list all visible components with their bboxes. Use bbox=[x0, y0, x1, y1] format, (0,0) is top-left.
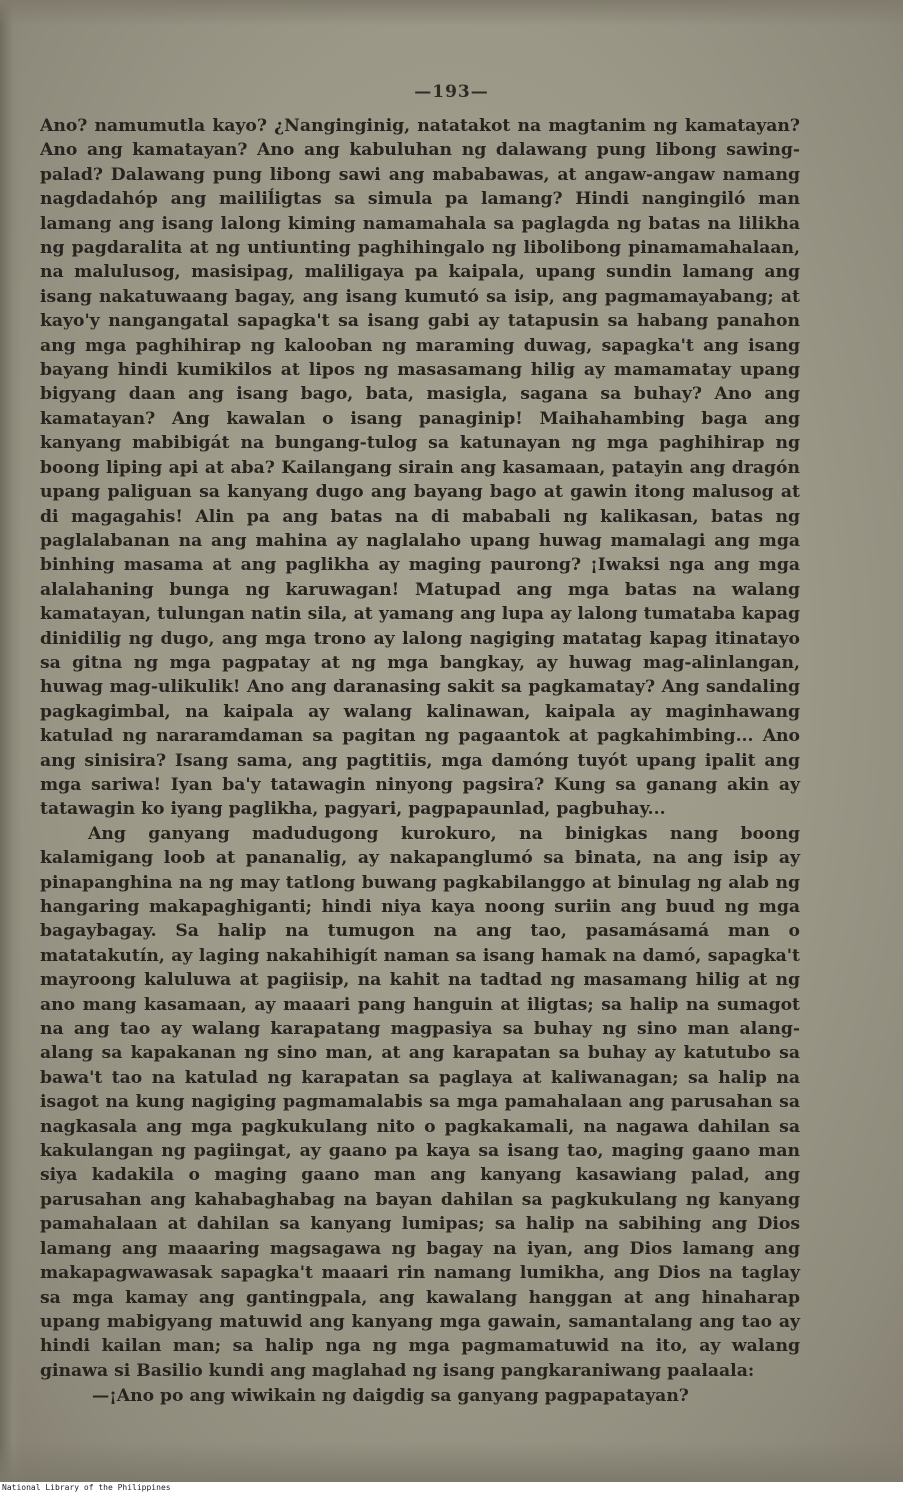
body-text bbox=[40, 114, 800, 1409]
paragraph-1: Ano? namumutla kayo? ¿Nanginginig, natatakot na magtanim ng kamatayan? Ano ang kamatayan? Ano ang kabuluhan ng dalawang pung libong sawing-palad? Dalawang pung libong sawi ang mababawas, at angaw-angaw namang nagdadahóp ang mailiĺigtas sa simula pa lamang? Hindi nangingiló man lamang ang isang lalong kiming namamahala sa paglagda ng batas na lilikha ng pagdaralita at ng untiunting paghihingalo ng libolibong pinamamahalaan, na malulusog, masisipag, maliligaya pa kaipala, upang sundin lamang ang isang nakatuwaang bagay, ang isang kumutó sa isip, ang pagmamayabang; at kayo'y nangangatal sapagka't sa isang gabi ay tatapusin sa habang panahon ang mga paghihirap ng kalooban ng maraming duwag, sapagka't ang isang bayang hindi kumikilos at lipos ng masasamang hilig ay mamamatay upang bigyang daan ang isang bago, bata, masigla, sagana sa buhay? Ano ang kamatayan? Ang kawalan o isang panaginip! Maihahambing baga ang kanyang mabibigát na bungang-tulog sa katunayan ng mga paghihirap ng boong liping api at aba? Kailangang sirain ang kasamaan, patayin ang dragón upang paliguan sa kanyang dugo ang bayang bago at gawin itong malusog at di magagahis! Alin pa ang batas na di mababali ng kalikasan, batas ng paglalabanan na ang mahina ay naglalaho upang huwag mamalagi ang mga binhing masama at ang paglikha ay maging paurong? ¡Iwaksi nga ang mga alalahaning bunga ng karuwagan! Matupad ang mga batas na walang kamatayan, tulungan natin sila, at yamang ang lupa ay lalong tumataba kapag dinidilig ng dugo, ang mga trono ay lalong nagiging matatag kapag itinatayo sa gitna ng mga pagpatay at ng mga bangkay, ay huwag mag-alinlangan, huwag mag-ulikulik! Ano ang daranasing sakit sa pagkamatay? Ang sandaling pagkagimbal, na kaipala ay walang kalinawan, kaipala ay maginhawang katulad ng nararamdaman sa pagitan ng pagaantok at pagkahimbing... Ano ang sinisira? Isang sama, ang pagtitiis, mga damóng tuyót upang ipalit ang mga sariwa! Iyan ba'y tatawagin ninyong pagsira? Kung sa ganang akin ay tatawagin ko iyang paglikha, pagyari, pagpapaunlad, pagbuhay... bbox=[40, 116, 800, 820]
library-credit: National Library of the Philippines bbox=[2, 1483, 171, 1492]
paragraph-3-dialogue: —¡Ano po ang wiwikain ng daigdig sa ganyang pagpapatayan? bbox=[92, 1386, 689, 1407]
page-left-shadow bbox=[0, 0, 22, 1482]
page-bottom-shadow bbox=[0, 1442, 903, 1482]
paragraph-2: Ang ganyang madudugong kurokuro, na binigkas nang boong kalamigang loob at pananalig, ay nakapanglumó sa binata, na ang isip ay pinapanghina na ng may tatlong buwang pagkabilanggo at binulag ng alab ng hangaring makapaghiganti; hindi niya kaya noong suriin ang buud ng mga bagaybagay. Sa halip na tumugon na ang tao, pasamásamá man o matatakutín, ay laging nakahihigít naman sa isang hamak na damó, sapagka't mayroong kaluluwa at pagiisip, na kahit na tadtad ng masamang hilig at ng ano mang kasamaan, ay maaari pang hanguin at iligtas; sa halip na sumagot na ang tao ay walang karapatang magpasiya sa buhay ng sino man alang-alang sa kapakanan ng sino man, at ang karapatan sa buhay ay katutubo sa bawa't tao na katulad ng karapatan sa paglaya at kaliwanagan; sa halip na isagot na kung nagiging pagmamalabis sa mga pamahalaan ang parusahan sa nagkasala ang mga pagkukulang nito o pagkakamali, na nagawa dahilan sa kakulangan ng pagiingat, ay gaano pa kaya sa isang tao, maging gaano man siya kadakila o maging gaano man ang kanyang kasawiang palad, ang parusahan ang kahabaghabag na bayan dahilan sa pagkukulang ng kanyang pamahalaan at dahilan sa kanyang lumipas; sa halip na sabihing ang Dios lamang ang maaaring magsagawa ng bagay na iyan, ang Dios lamang ang makapagwawasak sapagka't maaari rin namang lumikha, ang Dios na taglay sa mga kamay ang gantingpala, ang kawalang hanggan at ang hinaharap upang mabigyang matuwid ang kanyang mga gawain, samantalang ang tao ay hindi kailan man; sa halip nga ng mga pagmamatuwid na ito, ay walang ginawa si Basilio kundi ang maglahad ng isang pangkaraniwang paalaala: bbox=[40, 823, 800, 1381]
page-top-shadow bbox=[0, 0, 903, 26]
page-number: —193— bbox=[414, 82, 489, 102]
